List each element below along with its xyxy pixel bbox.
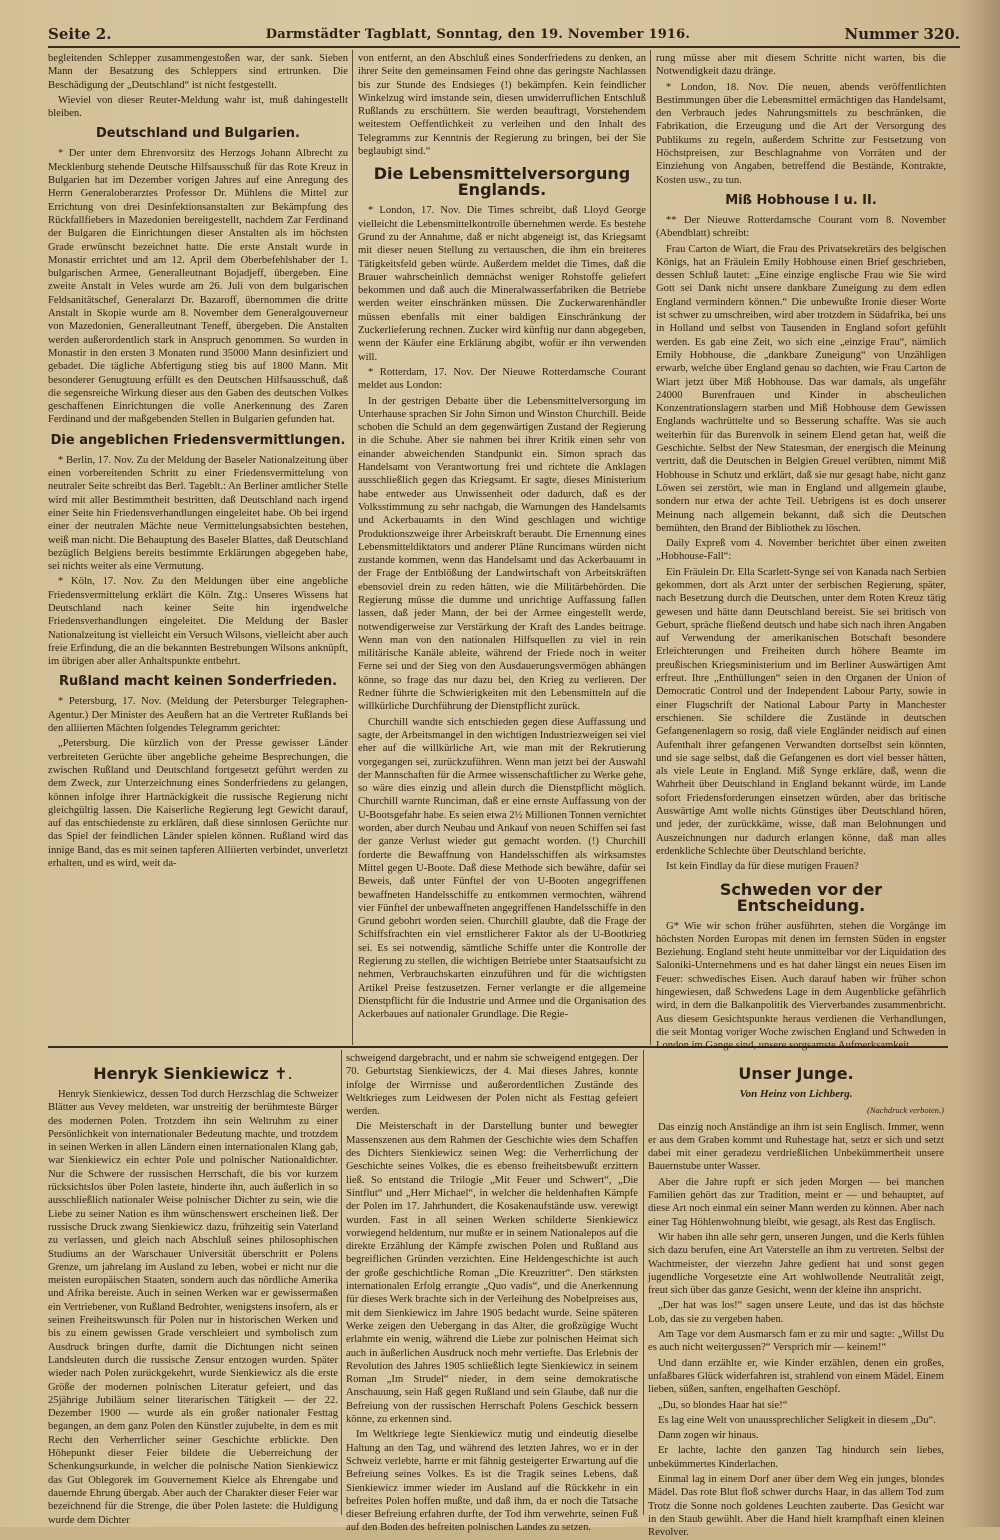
paragraph: G* Wie wir schon früher ausführten, stehen die Vorgänge im höchsten Norden Europas mit denen im fernsten Süden in engster Beziehung. England steht heute unmittelbar vor der Liquidation des Saloniki-Unternehmens und es hat daher längst ein neues Eisen im Feuer: schwedisches Eisen. Auch darauf haben wir früher schon hingewiesen, daß Schwedens Lage in dem Augenblicke gefährlich wird, in dem die Balkanpolitik des Vierverbandes zusammenbricht. Aus diesem Gesichtspunkte heraus verdienen die Verhandlungen, die seit Montag voriger Woche zwischen England und Schweden in London im Gange sind, unsere sorgsamste Aufmerksamkeit. (656, 920, 946, 1052)
headline-sienkiewicz (48, 1066, 338, 1082)
paragraph: begleitenden Schlepper zusammengestoßen war, der sank. Sieben Mann der Besatzung des Schleppers sind ertrunken. Die Beschädigung der „Deutschland“ ist nicht festgestellt. (48, 53, 348, 91)
column-3 (656, 52, 946, 1052)
paragraph: Und dann erzählte er, wie Kinder erzählen, denen ein großes, unfaßbares Glück widerfahren ist, strahlend von einem Mädel. Einem lieben, süßen, sanften, engelhaften Geschöpf. (648, 1357, 944, 1396)
cross-icon: ✝. (274, 1064, 293, 1083)
paragraph: * Petersburg, 17. Nov. (Meldung der Petersburger Telegraphen-Agentur.) Der Minister des Aeußern hat an die Vertreter Rußlands bei den alliierten Mächten folgendes Telegramm gerichtet: (48, 696, 348, 735)
paragraph: rung müsse aber mit diesem Schritte nicht warten, bis die Notwendigkeit dazu dränge. (656, 53, 946, 78)
paragraph: Ein Fräulein Dr. Ella Scarlett-Synge sei von Kanada nach Serbien gekommen, dort als Arzt unter der serbischen Regierung, später, nach Besetzung durch die Deutschen, unter dem Roten Kreuz tätig gewesen und hätte dann Deutschland bereist. Sie sei britisch von Geburt, spräche fließend deutsch und habe sich nach ihren Angaben auf Verwendung der amerikanischen Botschaft besondere Erleichterungen und Freiheiten durch höhere Beamte im preußischen Kriegsministerium und im Berliner Auswärtigen Amt erfreut. Ihre „Enthüllungen“ seien in den Organen der Union of Democratic Control und der Independent Labour Party, sowie in einer Flugschrift der National Labour Party in Manchester erschienen. Sie schildere die Zustände in deutschen Gefangenenlagern so rosig, daß viele Engländer neidisch auf einen Aufenthalt ihrer gefangenen Verwandten dortselbst sein könnten, und sie sage selbst, daß die Gefangenen es dort viel besser hätten, als viele Leute in England. Miß Synge erkläre, daß, wenn die Wahrheit über Deutschland in England bekannt würde, im Lande sofort Friedensforderungen einsetzen würden, aber das britische Auswärtige Amt wolle nichts Günstiges über Deutschland hören, und jeder, der zurückkäme, wisse, daß man Belohnungen und Auszeichnungen nur dadurch erlangen könne, daß man alles erdenkliche Schlechte über Deutschland berichte. (656, 566, 946, 857)
paragraph: Churchill wandte sich entschieden gegen diese Auffassung und sagte, der Arbeitsmangel in den wichtigen Industriezweigen sei viel eher auf die willkürliche Art, wie man mit der Rekrutierung vorgegangen sei, zurückzuführen. Wenn man jetzt bei der Auswahl der Mannschaften für die Armee wissenschaftlicher zu Werke gehe, so wäre dies einzig und allein durch die Dienstpflicht möglich. Churchill warnte Runciman, daß er eine ernste Auffassung von der U-Bootsgefahr habe. Es seien etwa 2½ Millionen Tonnen vernichtet worden, aber durch Neubau und Ankauf von neuen Schiffen sei fast der ganze Verlust wieder gut gemacht worden. (!) Churchill forderte die Bewaffnung von Handelsschiffen als wirksamstes Mittel gegen U-Boote. Daß diese Methode sich bewähre, dafür sei Beweis, daß unter Fünftel der von U-Booten angegriffenen bewaffneten Handelsschiffe zu entkommen vermochten, während vier Fünftel der unbewaffneten angegriffenen Handelsschiffe in den Grund gebohrt worden seien. Churchill glaubte, daß die Frage der Schiffsfrachten ein viel ernstlicherer Faktor als der U-Bootkrieg sei. Es sei notwendig, sämtliche Schiffe unter die Kontrolle der Regierung zu stellen, die wichtigen Betriebe unter Staatsaufsicht zu nehmen, Verbrauchskarten einzuführen und für die wichtigsten Artikel Preise festzusetzen. Ferner verlangte er die allgemeine Dienstpflicht für die Industrie und Armee und die Organisation des Ackerbaues auf nationaler Grundlage. Die Regie- (358, 716, 646, 1021)
headline-miss-hobhouse: Miß Hobhouse I u. II. (725, 192, 877, 208)
paragraph: * Rotterdam, 17. Nov. Der Nieuwe Rotterdamsche Courant meldet aus London: (358, 366, 646, 392)
paragraph: * London, 17. Nov. Die Times schreibt, daß Lloyd George vielleicht die Lebensmittelkontrolle übernehmen werde. Es bestehe Grund zu der Annahme, daß er nicht abgeneigt ist, das Kriegsamt mit dieser neuen Stellung zu vertauschen, die ihm ein breiteres Tätigkeitsfeld geben würde. Außerdem meldet die Times, daß die Brauer wahrscheinlich demnächst weniger Rohstoffe geliefert bekommen und daß auch die Mineralwasserfabriken die Betriebe werden weiter einschränken müssen. Die Zuckerwarenhändler müssen ebenfalls mit einer baldigen Einschränkung der Zuckerlieferung rechnen. Zucker wird künftig nur dann abgegeben, wenn der Käufer eine Erklärung abgibt, wofür er ihn verwenden will. (358, 205, 646, 363)
paragraph: Er lachte, lachte den ganzen Tag hindurch sein liebes, unbekümmertes Kinderlachen. (648, 1445, 944, 1470)
paragraph: „Petersburg. Die kürzlich von der Presse gewisser Länder verbreiteten Gerüchte über angebliche geheime Besprechungen, die zwischen Rußland und Deutschland fortgesetzt geführt werden zu dem Zweck, zur Unterzeichnung eines Sonderfriedens zu gelangen, können infolge ihrer Hartnäckigkeit die russische Regierung nicht gleichgültig lassen. Die Kaiserliche Regierung legt Gewicht darauf, auf das entschiedenste zu erklären, daß diese sinnlosen Gerüchte nur das Spiel der feindlichen Länder spielen können. Rußland wird das innige Band, das es mit seinen tapferen Alliierten verbindet, unverletzt erhalten, und es wird, weit da- (48, 738, 348, 870)
headline-schweden: Schweden vor der Entscheidung. (719, 879, 883, 915)
column-2 (358, 52, 646, 1042)
paragraph: * London, 18. Nov. Die neuen, abends veröffentlichten Bestimmungen über die Lebensmittel ermächtigen das Handelsamt, den Verbrauch jedes Nahrungsmittels zu beschränken, die Fabrikation, die Erzeugung und die Art der Versorgung des Publikums zu regeln, außerdem Schritte zur Festsetzung von Höchstpreisen, zur Beschlagnahme von Vorräten und der Einziehung von Angaben, betreffend die Bestände, Kontrakte, Kosten usw., zu tun. (656, 81, 946, 186)
paragraph: Das einzig noch Anständige an ihm ist sein Englisch. Immer, wenn er aus dem Graben kommt und Ruhestage hat, setzt er sich und setzt dabei mit einer geradezu verdrießlichen Unbekümmertheit unsere Bauernstube unter Wasser. (648, 1121, 944, 1173)
paragraph: Einmal lag in einem Dorf aner über dem Weg ein junges, blondes Mädel. Das rote Blut floß schwer durchs Haar, in das allem Tod zum Trotz die Sonne noch goldenes Leuchten zauberte. Das Gesicht war in den Staub gewühlt. Aber die Hand hielt krampfhaft einen kleinen Revolver. (648, 1474, 944, 1539)
reprint-note: (Nachdruck verboten.) (867, 1105, 944, 1116)
column-4 (48, 1058, 338, 1526)
paragraph: von entfernt, an den Abschluß eines Sonderfriedens zu denken, an ihrer Seite den gemeinsamen Feind ohne das geringste Nachlassen bis zur Stunde des Endsieges (!) bekämpfen. Kein feindlicher Winkelzug wird imstande sein, diesen unwiderruflichen Entschluß Rußlands zu erschüttern. Sie werden beauftragt, Vorstehendem weitestem Oeffentlichkeit zu verleihen und den Inhalt des Telegramms zur Kenntnis der Regierung zu bringen, bei der Sie beglaubigt sind.“ (358, 53, 646, 158)
issue-number: Nummer 320. (844, 25, 960, 43)
paragraph: * Köln, 17. Nov. Zu den Meldungen über eine angebliche Friedensvermittelung erklärt die Köln. Ztg.: Unseres Wissens hat Deutschland nach keiner Seite hin irgendwelche Friedensverhandlungen eingeleitet. Die Meldung der Basler Nationalzeitung ist vielleicht ein Versuch Wilsons, vielleicht aber auch freie Erfindung, die an die bekannten Bestrebungen Wilsons anknüpft, im übrigen aber aller Anhaltspunkte entbehrt. (48, 576, 348, 668)
paragraph: Wir haben ihn alle sehr gern, unseren Jungen, und die Kerls fühlen sich dazu berufen, eine Art Vaterstelle an ihm zu vertreten. Selbst der Wachtmeister, der vierzehn Jahre gedient hat und sonst gegen jugendliche Vorgesetzte eine Art wohlwollende Neutralität zeigt, freut sich über das ganze Gesicht, wenn der kleine ihn anspricht. (648, 1231, 944, 1297)
paragraph: Frau Carton de Wiart, die Frau des Privatsekretärs des belgischen Königs, hat an Fräulein Emily Hobhouse einen Brief geschrieben, dessen Schluß lautet: „Eine einzige englische Frau wie Sie wird Gott sei Dank nicht unsere dankbare Zuneigung zu dem edlen England vermindern können.“ Die unbewußte Ironie dieser Worte ist schwer zu umschreiben, wird aber trotzdem in Südafrika, bei uns in Holland und selbst von Tausenden in England sofort gefühlt werden. Es gab eine Zeit, wo sich eine „einzige Frau“, nämlich Emily Hobhouse, die „dankbare Zuneigung“ von Unzähligen erwarb, welche über England genau so dachten, wie Frau Carton de Wiart jetzt über Miß Hobhouse. Das war damals, als ungefähr 24000 Burenfrauen und Kinder in abscheulichen Konzentrationslagern starben und Miß Hobhouse dem Gewissen Englands wachrüttelte und so Besserung schaffte. Was sie auch weiterhin für das Burenvolk in seinem Elend getan hat, weiß die Geschichte. Selbst der New Statesman, der energisch die Meinung vertritt, daß die Deutschen in Belgien Greuel verübten, nimmt Miß Hobhouse in Schutz und erklärt, daß sie nur gesagt habe, nicht ganz Löwen sei zerstört, wie man in England und allgemein glaube, sondern nur etwa der achte Teil. Uebrigens ist es doch unserer Meinung nach allgemein bekannt, daß sich die Deutschen bemühten, den Brand der Bibliothek zu löschen. (656, 243, 946, 534)
headline-friedensvermittlungen: Die angeblichen Friedensvermittlungen. (50, 432, 346, 448)
paragraph: Es lag eine Welt von unaussprechlicher Seligkeit in diesem „Du“. (658, 1414, 936, 1426)
newspaper-dateline: Darmstädter Tagblatt, Sonntag, den 19. November 1916. (265, 26, 691, 42)
column-divider (341, 1050, 342, 1515)
headline-unser-junge: Unser Junge. (738, 1064, 854, 1083)
column-divider (352, 50, 353, 1045)
column-divider (643, 1050, 644, 1515)
column-divider (650, 50, 651, 1045)
paragraph: Im Weltkriege legte Sienkiewicz mutig und eindeutig dieselbe Haltung an den Tag, und während des letzten Jahres, wo er in der Schweiz verlebte, harrte er mit fähnig gesteigerter Erwartung auf die Befreiung seines Volkes. Es ist die Tragik seines Lebens, daß Sienkiewicz immer wieder im Ausland auf die Rückkehr in ein befreites Polen hoffen mußte, und daß ihm, da er noch die Tatsache dieser Befreiung erfahren durfte, der Tod ihm verwehrte, seinen Fuß auf den Boden des befreiten polnischen Landes zu setzen. (346, 1429, 638, 1534)
paragraph: Wieviel von dieser Reuter-Meldung wahr ist, muß dahingestellt bleiben. (48, 94, 348, 120)
paragraph: Aber die Jahre rupft er sich jeden Morgen — bei manchen Familien gehört das zur Tradition, meint er — und behauptet, auf diese Art noch einmal ein seiner Mann werden zu können. Aber nach einer Tag Höhlenwohnung bleibt, wie gesagt, als Rest das Englisch. (648, 1176, 944, 1228)
paragraph: Die Meisterschaft in der Darstellung bunter und bewegter Massenszenen aus dem Rahmen der Geschichte wies dem Schaffen des Dichters Sienkiewicz seinen Weg: die Verherrlichung der Geschichte seines Volkes, die es ebenso freiheitsbewußt erzittern ließ. So entstand die Trilogie „Mit Feuer und Schwert“, „Die Sintflut“ und „Herr Michael“, in welcher die heldenhaften Kämpfe der Polen im 17. Jahrhundert, die Kosakenaufstände usw. verewigt wurden. Fast in all seinen Werken schilderte Sienkiewicz vorwiegend heldentum, nur mußte er in seinem Nationalepos auf die direkte Erzählung der Kämpfe zwischen Polen und Rußland aus begreiflichen Gründen verzichten. Eine Heldengeschichte ist auch der große geschichtliche Roman „Die Kreuzritter“. Den stärksten internationalen Erfolg errangte „Quo vadis“, und die Anerkennung für dieses Werk brachte sich in der Verleihung des Nobelpreises aus, mit dem Sienkiewicz im Jahre 1905 bedacht wurde. Seine späteren Werke zeigen den Uebergang in das Alter, die großzügige Wucht erlahmte ein wenig, während die Liebe zur polnischen Heimat sich auch in äußerlichen Ausdruck noch mehr vertiefte. Das Erlebnis der Revolution des Jahres 1905 schließlich legte Sienkiewicz in seinem Roman „Im Strudel“ nieder, in dem seine demokratische Anschauung, sein Haß gegen Rußland und sein Glaube, daß nur die Befreiung von der russischen Herrschaft Polens Geschick bessern könne, zu erkennen sind. (346, 1121, 638, 1426)
paragraph: Henryk Sienkiewicz, dessen Tod durch Herzschlag die Schweizer Blätter aus Vevey meldeten, war unstreitig der berühmteste Bürger des modernen Polen. Trotzdem ihn sein Weltruhm zu einer Persönlichkeit von internationaler Bedeutung machte, und trotzdem in seinen Werken in allen Ländern einen internationalen Klang gab, war Sienkiewicz ein echter Pole und polnischer Nationaldichter. Nur die Schwere der russischen Herrschaft, die bis vor kurzem rücksichtslos über Polen lastete, hinderte ihn, auch äußerlich in so ausschließlich nationaler Weise polnischer Dichter zu sein, wie die Liebe zu seiner Nation es ihm wünschenswert erscheinen ließ. Der russische Druck zwang Sienkiewicz dazu, frühzeitig sein Vaterland zu verlassen, und gleich nach Abschluß seines philosophischen Studiums an der Warschauer Universität überschritt er Polens Grenze, um jahrelang im Ausland zu leben, wobei er nicht nur die meisten europäischen Staaten, sondern auch das nördliche Amerika und Afrika bereiste. Auch in seinen Werken war er gewissermaßen ein Vertriebener, von Rußland Bedrohter, wenigstens insofern, als er seinen Freiheitswunsch für Polen nur in historischen Werken und bis zu einem gewissen Grade verschleiert und symbolisch zum Ausdruck bringen durfte, damit die Dichtungen nicht seinen Landsleuten durch die russische Zensur entzogen wurden. Später wieder nach Polen zurückgekehrt, wurde Sienkiewicz als die erste Größe der modernen polnischen Literatur gefeiert, und das 25jährige Jubiläum seiner literarischen Tätigkeit — der 22. Dezember 1900 — wurde als ein großer nationaler Festtag begangen, an dem ganz Polen den Künstler zujubelte, in dem es mit Recht den Verherrlicher seiner Geschichte erblickte. Den Höhepunkt dieser Feier bildete die Ueberreichung der Schenkungsurkunde, in welcher die polnische Nation Sienkiewicz das Gut Oblegorek im Gouvernement Kielce als Ehrengabe und dauernde Ehrung übergab. Aber auch der Charakter dieser Feier war bezeichnend für die Strenge, die über Polen lastete: die Huldigung wurde dem Dichter (48, 1089, 338, 1526)
paragraph: In der gestrigen Debatte über die Lebensmittelversorgung im Unterhause sprachen Sir John Simon und Winston Churchill. Beide schoben die Schuld an dem gegenwärtigen Zustand der Regierung in die Schuhe. Aber sie nahmen bei ihrer Kritik einen sehr von einander abweichenden Standpunkt ein. Simon sprach das Handelsamt von Verantwortung frei und richtete die Anklagen ausschließlich gegen das Kriegsamt. Er sagte, dieses Ministerium habe entweder aus Unwissenheit oder dadurch, daß es der Volksstimmung zu sehr nachgab, die Warnungen des Handelsamts und Ackerbauamts in den Wind geschlagen und wichtige Produktionszweige ihrer Arbeitskraft beraubt. Die Ernennung eines Lebensmitteldiktators und anderer Pläne Runcimans würden nicht zustande kommen, wenn das Handelsamt und das Ackerbauamt in der Frage der Entblößung der Landwirtschaft von Arbeitskräften ebensoviel drein zu reden hätten, wie die Militärbehörden. Die Regierung müsse die dumme und unrichtige Auffassung fallen lassen, daß jeder Mann, der bei der Armee eingestellt werde, notwendigerweise zur Verstärkung der Kraft des Landes beitrage. Wenn man von den nationalen Hilfsquellen zu viel in rein militärische Kanäle ableite, während der Friede noch in weiter Ferne sei und der Sieg von den Ausdauerungsvermögen abhängen könne, so frage das nur dazu bei, den Krieg zu verlieren. Der Redner führte die Schwierigkeiten mit den Lebensmitteln auf die willkürliche Durchführung der Dienstpflicht zurück. (358, 395, 646, 713)
paragraph: * Berlin, 17. Nov. Zu der Meldung der Baseler Nationalzeitung über einen vorbereitenden Schritt zu einer Friedensvermittelung von neutraler Seite schreibt das Berl. Tageblt.: An Berliner amtlicher Stelle wird mit aller Bestimmtheit bestritten, daß Deutschland nach irgend einer Seite hin Friedensverhandlungen eingeleitet habe. Ob bei irgend einer der neutralen Mächte neue Vermittelungsabsichten bestehen, weiß man nicht. Die Behauptung des Baseler Blattes, daß Deutschland bezüglich Belgiens bereits bestimmte Erklärungen abgegeben habe, sei nichts weiter als eine Vermutung. (48, 454, 348, 573)
paragraph: schweigend dargebracht, und er nahm sie schweigend entgegen. Der 70. Geburtstag Sienkiewiczs, der 4. Mai dieses Jahres, konnte infolge der Wirrnisse und außerordentlichen Zustände des Weltkrieges zum Leidwesen der Polen nicht als Festtag gefeiert werden. (346, 1053, 638, 1118)
paragraph: Dann zogen wir hinaus. (658, 1430, 759, 1442)
paragraph: ** Der Nieuwe Rotterdamsche Courant vom 8. November (Abendblatt) schreibt: (656, 214, 946, 240)
paragraph: „Der hat was los!“ sagen unsere Leute, und das ist das höchste Lob, das sie zu vergeben haben. (648, 1300, 944, 1325)
column-5 (346, 1052, 638, 1534)
headline-deutschland-bulgarien: Deutschland und Bulgarien. (95, 126, 300, 142)
byline: Von Heinz von Lichberg. (739, 1088, 853, 1100)
column-6 (648, 1058, 944, 1539)
headline-russland-sonderfrieden: Rußland macht keinen Sonderfrieden. (58, 674, 338, 690)
paragraph: „Du, so blondes Haar hat sie!“ (658, 1399, 788, 1411)
paragraph: Am Tage vor dem Ausmarsch fam er zu mir und sagte: „Willst Du es auch nicht weitergussen?“ Versprich mir — keinem!“ (648, 1329, 944, 1354)
column-1 (48, 52, 348, 1042)
page-number: Seite 2. (48, 25, 112, 43)
headline-lebensmittelversorgung: Die Lebensmittelversorgung Englands. (373, 164, 631, 200)
masthead (48, 22, 960, 48)
paragraph: Ist kein Findlay da für diese mutigen Frauen? (666, 861, 859, 873)
paragraph: Daily Expreß vom 4. November berichtet über einen zweiten „Hobhouse-Fall“: (656, 538, 946, 563)
paragraph: * Der unter dem Ehrenvorsitz des Herzogs Johann Albrecht zu Mecklenburg stehende Deutsche Hilfsausschuß für das Rote Kreuz in Bulgarien hat im Dezember vorigen Jahres auf eine Anregung des Herrn Generaloberarztes Professor Dr. Mühlens die Mittel zur Errichtung von drei Desinfektionsanstalten zur Bekämpfung des Rückfallfiebers in Mazedonien bereitgestellt, nachdem Zar Ferdinand der Bulgaren die Einrichtungen dieser Anstalten als im höchsten Grade erwünscht bezeichnet hatte. Die erste Anstalt wurde in Monastir errichtet und am 12. April dem Oberbefehlshaber der 1. bulgarischen Armee, Generalleutnant Bojadjeff, übergeben. Eine zweite Anstalt in Veles wurde am 26. Juli von dem bulgarischen Feldsanitätschef, Generalarzt Dr. Bazaroff, übernommen die dritte Anstalt in Skopie wurde am 8. November dem Generalgouverneur von Mazedonien, Generalleutnant Teneff, übergeben. Die Anstalten werden außerordentlich stark in Anspruch genommen. So wurden in Monastir in den ersten 3 Monaten rund 35000 Mann desinfiziert und gebadet. Die tägliche Abfertigung stieg bis auf 1800 Mann. Mit besonderer Genugtuung erfüllt es den Deutschen Hilfsausschuß, daß die segensreiche Wirkung dieser aus den Gaben des deutschen Volkes geschaffenen Einrichtungen die volle Anerkennung des Zaren Ferdinand und der maßgebenden Stellen in Bulgarien gefunden hat. (48, 148, 348, 426)
page-edge-shadow (960, 0, 1000, 1527)
headline-sienkiewicz-text: Henryk Sienkiewicz (93, 1064, 269, 1083)
